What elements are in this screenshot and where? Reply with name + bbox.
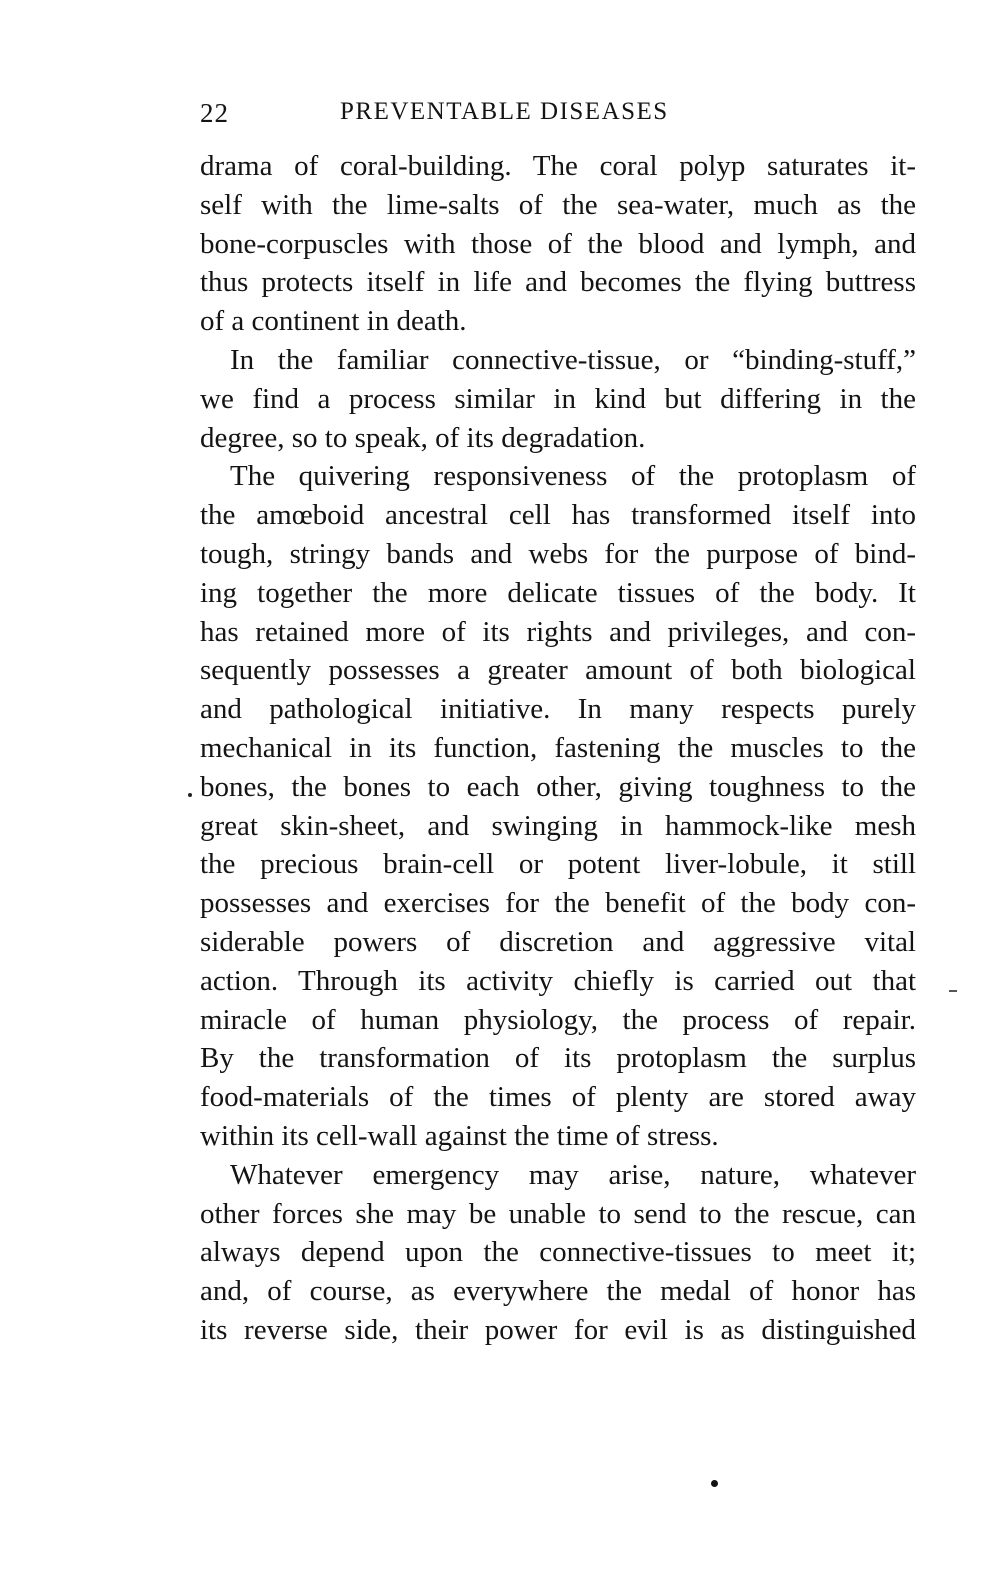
text-line: other forces she may be unable to send to the rescue, can [200,1197,916,1230]
text-line: we find a process similar in kind but differing in the [200,382,916,415]
stray-dot-mark [188,793,192,797]
text-line: of a continent in death. [200,305,467,338]
text-line: miracle of human physiology, the process of repair. [200,1003,916,1036]
text-line: Whatever emergency may arise, nature, whatever [230,1158,916,1191]
text-line: thus protects itself in life and becomes the flying buttress [200,266,916,299]
text-line: siderable powers of discretion and aggressive vital [200,925,916,958]
stray-bullet-mark [711,1480,718,1487]
text-line: possesses and exercises for the benefit of the body con- [200,887,916,920]
page-header [200,98,916,138]
text-line: great skin-sheet, and swinging in hammock-like mesh [200,809,916,842]
text-line: drama of coral-building. The coral polyp saturates it- [200,150,916,182]
text-line: self with the lime-salts of the sea-water, much as the [200,188,916,221]
text-line: the amœboid ancestral cell has transformed itself into [200,499,916,532]
text-line: food-materials of the times of plenty are stored away [200,1081,916,1114]
text-line: action. Through its activity chiefly is carried out that [200,964,916,997]
text-line: By the transformation of its protoplasm the surplus [200,1042,916,1075]
text-line: bones, the bones to each other, giving toughness to the [200,770,916,803]
text-line: The quivering responsiveness of the protoplasm of [230,460,916,493]
text-line: degree, so to speak, of its degradation. [200,421,646,454]
page-number: 22 [200,98,229,128]
text-line: has retained more of its rights and privileges, and con- [200,615,916,648]
text-line: and pathological initiative. In many respects purely [200,693,916,726]
text-line: sequently possesses a greater amount of both biological [200,654,916,687]
text-line: the precious brain-cell or potent liver-lobule, it still [200,848,916,881]
stray-dash-mark [949,990,957,992]
body-text [200,147,916,1350]
text-line: always depend upon the connective-tissues to meet it; [200,1236,916,1269]
text-line: In the familiar connective-tissue, or “binding-stuff,” [230,343,916,376]
text-line: its reverse side, their power for evil is as distinguished [200,1313,916,1346]
text-line: within its cell-wall against the time of stress. [200,1119,719,1152]
text-line: ing together the more delicate tissues of the body. It [200,576,916,609]
text-line: bone-corpuscles with those of the blood and lymph, and [200,227,916,260]
text-line: mechanical in its function, fastening the muscles to the [200,731,916,764]
text-line: tough, stringy bands and webs for the purpose of bind- [200,537,916,570]
running-head: PREVENTABLE DISEASES [340,98,669,125]
text-line: and, of course, as everywhere the medal of honor has [200,1275,916,1308]
